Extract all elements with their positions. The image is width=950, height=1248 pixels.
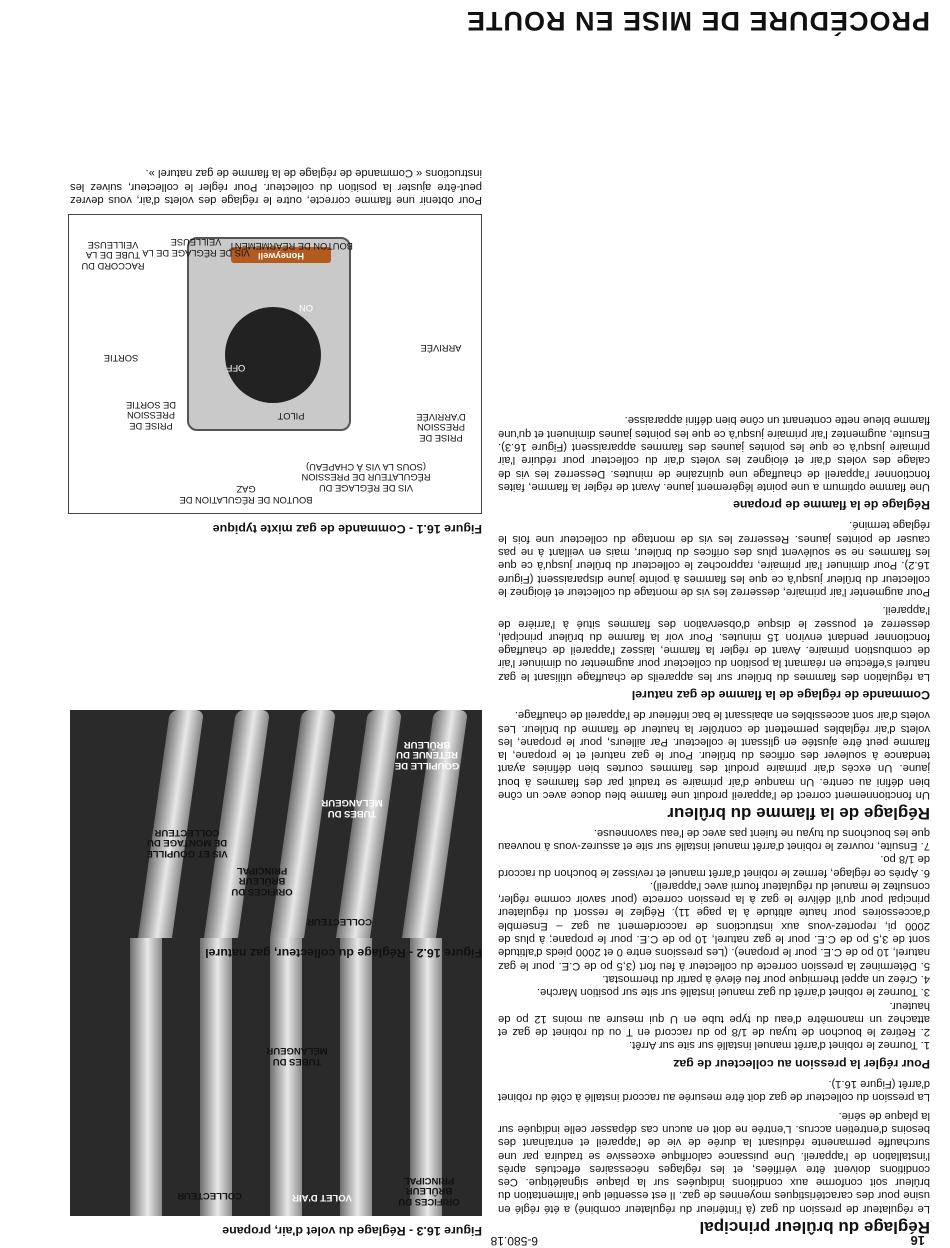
page-number: 16 bbox=[910, 1233, 925, 1248]
pressure-steps bbox=[498, 825, 930, 1051]
label-brand: Honeywell bbox=[258, 251, 304, 261]
step-item: 5. Déterminez la pression correcte du collecteur à feu fort (3,5 po de C.E. pour le gaz naturel, 10 po de C.E. pour le propane). (Les pressions entre 0 et 2000 pieds d'altitude sont de 3,5 po de C.E. pour le gaz naturel, 10 po de C.E. pour le propane; à plus de 2000 pi, reportez-vous aux instructions de raccordement au gaz – Ensemble d'accessoires pour haute altitude à la page 11). Réglez le ressort du régulateur principal pour qu'il délivre le gaz à la pression correcte (pour savoir comme régler, consultez le manuel du régulateur fourni avec l'appareil). bbox=[498, 879, 930, 972]
step-item: 4. Créez un appel thermique pour feu élevé à partir du thermostat. bbox=[602, 972, 930, 985]
heading-natural-gas: Commande de réglage de la flamme de gaz naturel bbox=[631, 688, 930, 703]
page-title: PROCÉDURE DE MISE EN ROUTE bbox=[465, 6, 930, 36]
label-orifices: ORIFICES DU BRÛLEUR PRINCIPAL bbox=[231, 865, 293, 897]
figure-caption: Figure 16.3 - Réglage du volet d'air, propane bbox=[222, 1224, 482, 1238]
paragraph-flame: Un fonctionnement correct de l'appareil produit une flamme bleu douce avec un cône bien défini au centre. Un manque d'air primaire se traduit par des flammes à bout jaune. Un excès d'air primaire produit des flammes courtes bien définies ayant tendance à soulever des orifices du brûleur. Pour le gaz naturel et le propane, la flamme peut être ajustée en glissant le collecteur. Par ailleurs, pour le propane, les volets d'air réglables permettent de contrôler la hauteur de flamme du brûleur. Les volets d'air sont accessibles en abaissant le bac inférieur de l'appareil de chauffage. bbox=[498, 709, 930, 802]
paragraph-intro-flame: Pour obtenir une flamme correcte, outre le réglage des volets d'air, vous devrez peut-être ajuster la position du collecteur. Pour régler le collecteur, suivez les instructions « Commande de réglage de la flamme de gaz naturel ». bbox=[70, 167, 482, 206]
mixer-tube bbox=[270, 710, 336, 938]
figure-photo-natural bbox=[70, 710, 482, 938]
heading-flame-adjust: Réglage de la flamme du brûleur bbox=[667, 804, 930, 824]
gas-valve-diagram bbox=[68, 214, 482, 514]
document-number: 6-580.18 bbox=[490, 1234, 538, 1248]
paragraph-regulator: Le régulateur de pression du gaz (à l'intérieur du régulateur combiné) a été réglé en usine pour des caractéristiques moyennes de gaz. Il est essentiel que l'alimentation du brûleur soit conforme aux conditions indiquées sur la plaque signalétique. Ces conditions doivent être vérifiées, et les réglages nécessaires effectués après l'installation de l'appareil. Une puissance calorifique excessive se traduira par une surchauffe permanente réduisant la durée de vie de l'appareil et entraînant des besoins d'entretien accrus. L'entrée ne doit en aucun cas dépasser celle indiquée sur la plaque de série. bbox=[498, 1109, 930, 1215]
figure-caption: Figure 16.1 - Commande de gaz mixte typique bbox=[212, 522, 482, 536]
main-text-column bbox=[498, 408, 930, 1237]
label-off: OFF bbox=[226, 363, 246, 373]
heading-burner-main: Réglage du brûleur principal bbox=[699, 1218, 930, 1237]
gas-control-knob bbox=[225, 307, 321, 403]
photo-natural bbox=[70, 710, 482, 938]
label-bouton-rearmement: BOUTON DE RÉARMEMENT bbox=[229, 241, 353, 251]
label-vis-goupille: VIS ET GOUPILLE DE MONTAGE DU COLLECTEUR bbox=[146, 827, 228, 859]
label-vis-veilleuse: VIS DE RÉGLAGE DE LA VEILLEUSE bbox=[142, 237, 250, 258]
label-goupille-retenue: GOUPILLE DE RETENUE DU BRÛLEUR bbox=[394, 739, 460, 771]
label-sortie: SORTIE bbox=[103, 353, 139, 363]
figure-gas-valve bbox=[70, 216, 482, 514]
label-tubes: TUBES DU MÉLANGEUR bbox=[266, 1045, 328, 1067]
label-prise-sortie: PRISE DE PRESSION DE SORTIE bbox=[126, 400, 176, 431]
paragraph-propane: Une flamme optimum a une pointe légèrement jaune. Avant de régler la flamme, faites fonctionner l'appareil de chauffage une quinzaine de minutes. Desserrez les vis de calage des volets d'air et éloignez les volets d'air du collecteur pour réduire l'air primaire jusqu'à ce que les pointes jaunes des flammes apparaissent (Figure 16.3). Ensuite, augmentez l'air primaire jusqu'à ce que les pointes jaunes diminuent et qu'une flamme bleue nette contenant un cône bien défini apparaisse. bbox=[498, 414, 930, 493]
label-prise-arrivee: PRISE DE PRESSION D'ARRIVÉE bbox=[416, 412, 466, 443]
label-tubes: TUBES DU MÉLANGEUR bbox=[321, 797, 383, 819]
figure-caption: Figure 16.2 - Réglage du collecteur, gaz naturel bbox=[205, 946, 482, 960]
step-item: 7. Ensuite, rouvrez le robinet d'arrêt manuel installé sur site et assurez-vous à nouveau que les bouchons du tuyau ne fuient pas avec de l'eau savonneuse. bbox=[498, 826, 930, 852]
paragraph-manifold-pressure: La pression du collecteur de gaz doit être mesurée au raccord installé à côté du robinet d'arrêt (Figure 16.1). bbox=[498, 1078, 930, 1104]
paragraph-natural-1: La régulation des flammes du brûleur sur les appareils de chauffage utilisant le gaz naturel s'effectue en réamant la position du collecteur pour augmenter ou diminuer l'air de combustion primaire. Avant de régler la flamme, laissez l'appareil de chauffage fonctionner pendant environ 15 minutes. Pour voir la flamme du brûleur principal, desserrez et poussez le disque d'observation des flammes situé à l'arrière de l'appareil. bbox=[498, 604, 930, 683]
label-on: ON bbox=[299, 303, 313, 313]
heading-propane: Réglage de la flamme de propane bbox=[733, 498, 930, 513]
figure-followup-text bbox=[70, 161, 482, 206]
label-orifices: ORIFICES DU BRÛLEUR PRINCIPAL bbox=[398, 1175, 460, 1207]
paragraph-natural-2: Pour augmenter l'air primaire, desserrez les vis de montage du collecteur et éloignez le collecteur du brûleur jusqu'à ce que les flammes à pointe jaune disparaissent (Figure 16.2). Pour diminuer l'air primaire, rapprochez le collecteur du brûleur jusqu'à ce que les flammes ne se soulèvent plus des orifices du brûleur, mais en veillant à ne pas causer de pointes jaunes. Resserrez les vis de montage du collecteur une fois le réglage terminé. bbox=[498, 519, 930, 598]
step-item: 1. Tournez le robinet d'arrêt manuel installé sur site sur Arrêt. bbox=[628, 1039, 930, 1052]
step-item: 2. Retirez le bouchon de tuyau de 1/8 po du raccord en T ou du robinet de gaz et attachez un manomètre d'eau du type tube en U qui mesure au moins 12 po de hauteur. bbox=[498, 999, 930, 1039]
label-bouton-regulation: BOUTON DE RÉGULATION DE GAZ bbox=[179, 484, 313, 505]
label-pilot: PILOT bbox=[277, 411, 305, 421]
figure-16-1 bbox=[70, 16, 482, 536]
step-item: 3. Tournez le robinet d'arrêt du gaz manuel installé sur site sur position Marche. bbox=[536, 986, 930, 999]
label-collecteur: COLLECTEUR bbox=[177, 1190, 242, 1201]
mixer-tube bbox=[138, 710, 204, 938]
label-vis-regulateur: VIS DE RÉGLAGE DU RÉGULATEUR DE PRESSION (SOUS LA VIS À CHAPEAU) bbox=[301, 462, 431, 493]
label-arrivee: ARRIVÉE bbox=[420, 343, 462, 353]
step-item: 6. Après ce réglage, fermez le robinet d'arrêt manuel et revissez le bouchon du raccord de 1/8 po. bbox=[498, 853, 930, 879]
mixer-tube bbox=[204, 710, 270, 938]
heading-pressure-adjust: Pour régler la pression au collecteur de gaz bbox=[673, 1056, 930, 1071]
label-volet: VOLET D'AIR bbox=[292, 1192, 352, 1203]
label-collecteur: COLLECTEUR bbox=[307, 916, 372, 927]
figure-16-2 bbox=[70, 700, 482, 960]
label-raccord-tube: RACCORD DU TUBE DE LA VEILLEUSE bbox=[81, 240, 145, 271]
